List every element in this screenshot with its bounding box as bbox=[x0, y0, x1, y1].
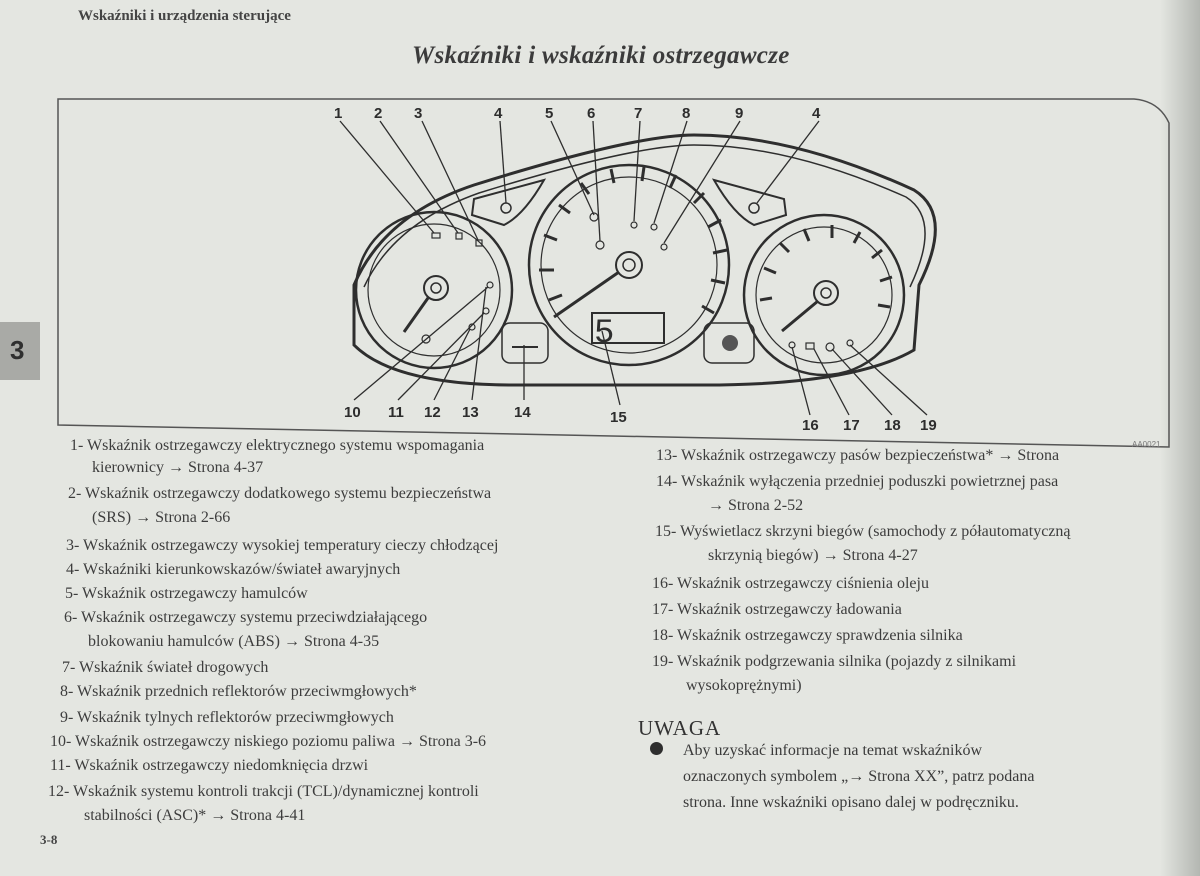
instrument-cluster-figure bbox=[54, 95, 1174, 455]
note-line: oznaczonych symbolem „→ Strona XX”, patrz podana bbox=[683, 768, 1035, 785]
callout-17: 17 bbox=[843, 417, 860, 434]
turn-signal-pod-right bbox=[714, 180, 786, 225]
callout-13: 13 bbox=[462, 404, 479, 421]
speedometer bbox=[529, 165, 729, 365]
note-line: Aby uzyskać informacje na temat wskaźników bbox=[683, 742, 983, 759]
legend-item: 9- Wskaźnik tylnych reflektorów przeciwmgłowych bbox=[60, 709, 394, 726]
turn-signal-pod-left bbox=[472, 180, 544, 225]
callout-7: 7 bbox=[634, 105, 643, 122]
legend-item: 8- Wskaźnik przednich reflektorów przeciwmgłowych* bbox=[60, 683, 417, 700]
gear-display-value: 5 bbox=[594, 315, 615, 353]
legend-item: 17- Wskaźnik ostrzegawczy ładowania bbox=[652, 601, 902, 618]
legend-item: 19- Wskaźnik podgrzewania silnika (pojazdy z silnikami bbox=[652, 653, 1017, 670]
legend-item: 12- Wskaźnik systemu kontroli trakcji (TCL)/dynamicznej kontroli bbox=[48, 783, 479, 800]
legend-item: → Strona 2-52 bbox=[708, 497, 804, 514]
callout-11: 11 bbox=[388, 404, 404, 421]
tachometer bbox=[744, 215, 904, 375]
callout-4: 4 bbox=[494, 105, 503, 122]
section-title: Wskaźniki i wskaźniki ostrzegawcze bbox=[412, 42, 790, 69]
callout-19: 19 bbox=[920, 417, 937, 434]
speedometer-ticks bbox=[539, 167, 727, 313]
page-number: 3-8 bbox=[40, 832, 58, 847]
legend-item: 4- Wskaźniki kierunkowskazów/świateł awaryjnych bbox=[66, 561, 401, 578]
callout-15: 15 bbox=[610, 409, 627, 426]
note-heading: UWAGA bbox=[638, 716, 722, 740]
legend-item: 3- Wskaźnik ostrzegawczy wysokiej temperatury cieczy chłodzącej bbox=[66, 537, 499, 554]
callout-6: 6 bbox=[587, 105, 596, 122]
legend-item: 5- Wskaźnik ostrzegawczy hamulców bbox=[65, 585, 308, 602]
note-bullet-icon bbox=[650, 742, 663, 755]
callout-14: 14 bbox=[514, 404, 531, 421]
legend-item: 7- Wskaźnik świateł drogowych bbox=[62, 659, 269, 676]
chapter-number: 3 bbox=[10, 335, 25, 365]
callout-12: 12 bbox=[424, 404, 441, 421]
legend-item: 18- Wskaźnik ostrzegawczy sprawdzenia silnika bbox=[652, 627, 963, 644]
legend-item: blokowaniu hamulców (ABS) → Strona 4-35 bbox=[88, 633, 380, 650]
legend-item: 13- Wskaźnik ostrzegawczy pasów bezpieczeństwa* → Strona bbox=[656, 447, 1060, 464]
tachometer-ticks bbox=[760, 225, 892, 307]
callout-16: 16 bbox=[802, 417, 819, 434]
turn-signal-left-icon bbox=[501, 203, 511, 213]
callout-4-right: 4 bbox=[812, 105, 821, 122]
glow-plug-lamp-icon bbox=[722, 335, 738, 351]
callout-10: 10 bbox=[344, 404, 361, 421]
legend-item: stabilności (ASC)* → Strona 4-41 bbox=[84, 807, 306, 824]
legend-item: skrzynią biegów) → Strona 4-27 bbox=[708, 547, 918, 564]
fuel-gauge bbox=[356, 212, 512, 368]
figure-code: AA0021 bbox=[1132, 440, 1161, 449]
legend-item: 10- Wskaźnik ostrzegawczy niskiego poziomu paliwa → Strona 3-6 bbox=[50, 733, 487, 750]
callout-9: 9 bbox=[735, 105, 744, 122]
running-header: Wskaźniki i urządzenia sterujące bbox=[78, 8, 291, 24]
turn-signal-right-icon bbox=[749, 203, 759, 213]
callout-3: 3 bbox=[414, 105, 423, 122]
callout-2: 2 bbox=[374, 105, 383, 122]
callout-1: 1 bbox=[334, 105, 343, 122]
callout-5: 5 bbox=[545, 105, 554, 122]
legend-item: wysokoprężnymi) bbox=[686, 677, 802, 694]
legend-item: 16- Wskaźnik ostrzegawczy ciśnienia oleju bbox=[652, 575, 929, 592]
legend-item: kierownicy → Strona 4-37 bbox=[92, 459, 264, 476]
legend-item: 15- Wyświetlacz skrzyni biegów (samochody z półautomatyczną bbox=[655, 523, 1071, 540]
legend-item: 2- Wskaźnik ostrzegawczy dodatkowego systemu bezpieczeństwa bbox=[68, 485, 492, 502]
legend-item: 11- Wskaźnik ostrzegawczy niedomknięcia drzwi bbox=[50, 757, 369, 774]
legend-item: 1- Wskaźnik ostrzegawczy elektrycznego systemu wspomagania bbox=[70, 437, 485, 454]
airbag-off-pod bbox=[502, 323, 548, 363]
callout-18: 18 bbox=[884, 417, 901, 434]
note-line: strona. Inne wskaźniki opisano dalej w podręczniku. bbox=[683, 794, 1019, 811]
legend-item: 6- Wskaźnik ostrzegawczy systemu przeciwdziałającego bbox=[64, 609, 428, 626]
legend-item: 14- Wskaźnik wyłączenia przedniej poduszki powietrznej pasa bbox=[656, 473, 1059, 490]
legend-item: (SRS) → Strona 2-66 bbox=[92, 509, 231, 526]
callout-8: 8 bbox=[682, 105, 691, 122]
